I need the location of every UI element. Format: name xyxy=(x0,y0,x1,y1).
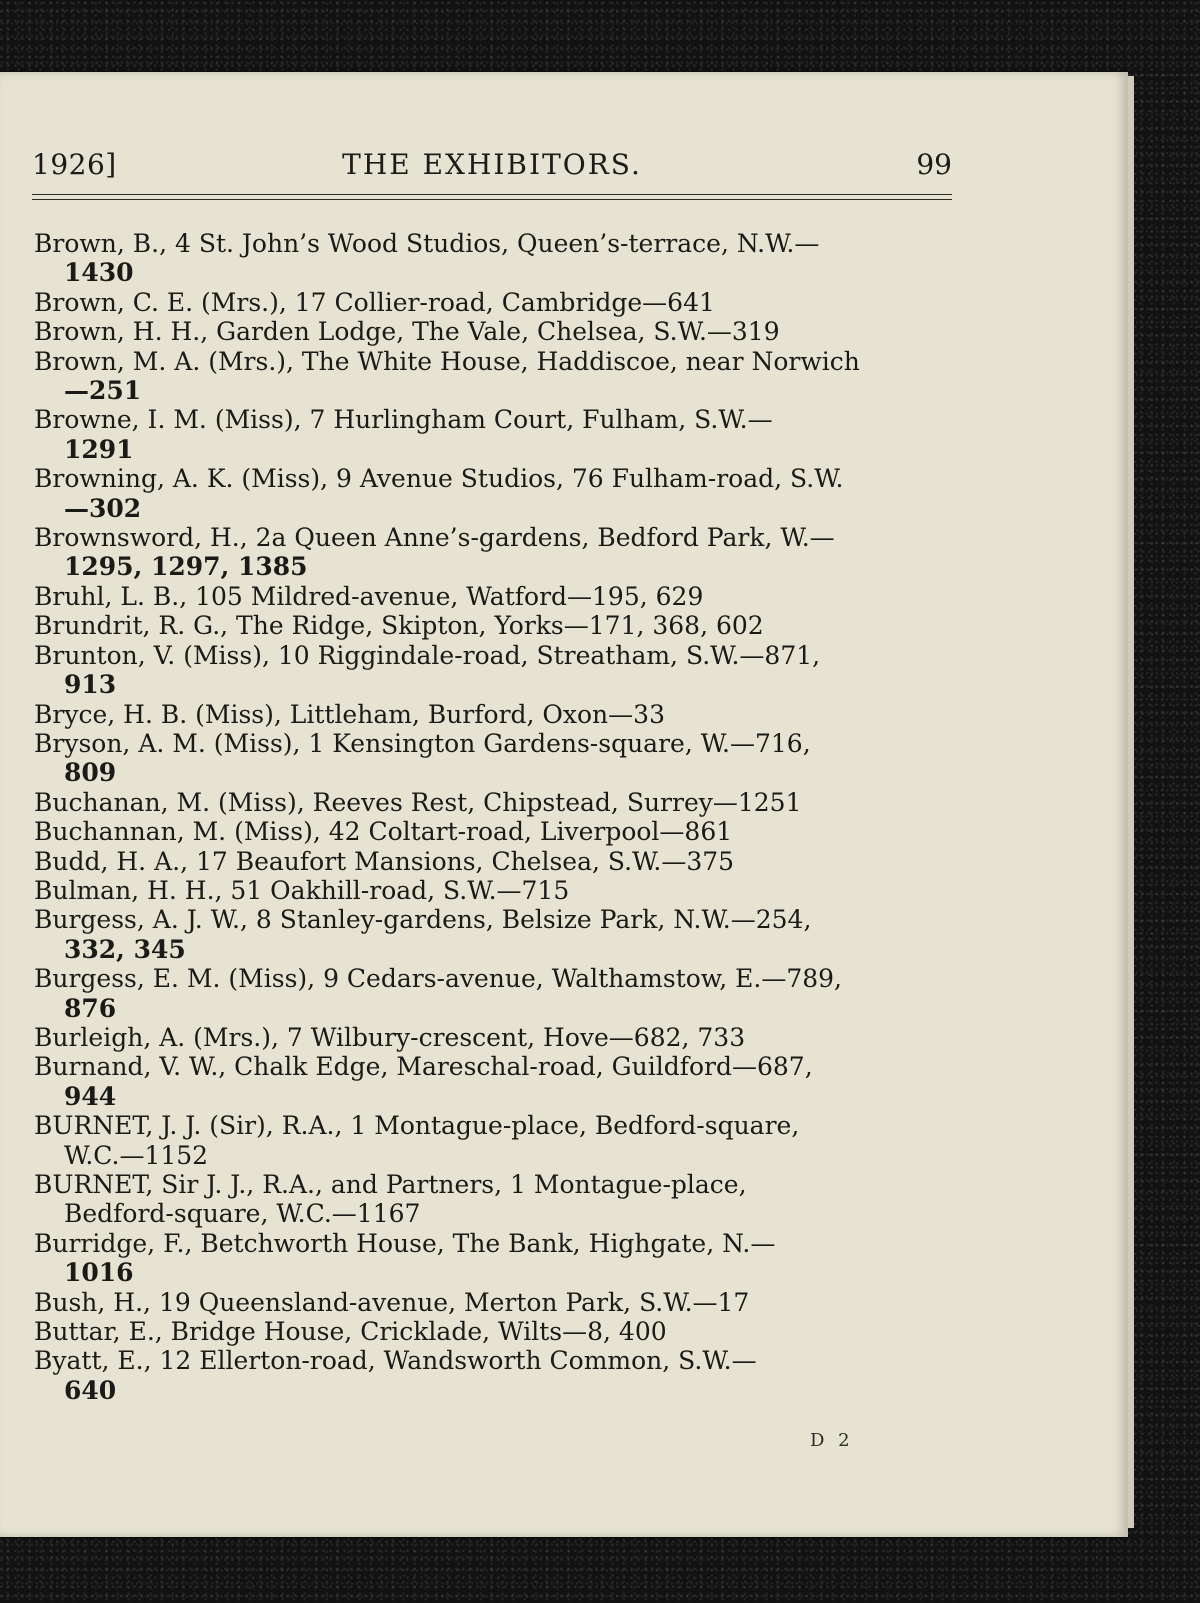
exhibitor-entry xyxy=(34,464,952,523)
exhibitor-entry xyxy=(34,1023,952,1052)
entry-continuation: Bedford-square, W.C.—1167 xyxy=(64,1199,421,1229)
exhibitor-entry xyxy=(34,641,952,700)
exhibitor-entry xyxy=(34,1288,952,1317)
entry-text: Buchannan, M. (Miss), 42 Coltart-road, Liverpool—861 xyxy=(34,817,733,847)
entry-text: Bruhl, L. B., 105 Mildred-avenue, Watford—195, 629 xyxy=(34,581,704,611)
entry-text: Browne, I. M. (Miss), 7 Hurlingham Court, Fulham, S.W.— xyxy=(34,405,773,435)
entry-continuation: 876 xyxy=(64,993,117,1023)
entry-text: Brown, B., 4 St. John’s Wood Studios, Queen’s-terrace, N.W.— xyxy=(34,229,820,258)
entry-text: Brown, M. A. (Mrs.), The White House, Haddiscoe, near Norwich xyxy=(34,346,860,376)
entry-continuation: —302 xyxy=(64,493,142,523)
entry-text: Brownsword, H., 2a Queen Anne’s-gardens, Bedford Park, W.— xyxy=(34,523,835,553)
entry-text: Budd, H. A., 17 Beaufort Mansions, Chelsea, S.W.—375 xyxy=(34,846,735,876)
entry-continuation: 944 xyxy=(64,1081,117,1111)
entry-continuation: 1291 xyxy=(64,434,134,464)
entry-continuation: 809 xyxy=(64,758,117,788)
entry-continuation: 640 xyxy=(64,1375,117,1405)
exhibitor-entry xyxy=(34,700,952,729)
exhibitor-entry xyxy=(34,1346,952,1405)
entry-continuation: 1295, 1297, 1385 xyxy=(64,552,308,582)
entry-text: Burleigh, A. (Mrs.), 7 Wilbury-crescent, Hove—682, 733 xyxy=(34,1022,746,1052)
entry-continuation: 913 xyxy=(64,670,117,700)
exhibitor-entry xyxy=(34,523,952,582)
exhibitor-entry xyxy=(34,582,952,611)
entry-text: Bryce, H. B. (Miss), Littleham, Burford, Oxon—33 xyxy=(34,699,665,729)
page-number: 99 xyxy=(916,148,952,181)
entry-text: Brunton, V. (Miss), 10 Riggindale-road, Streatham, S.W.—871, xyxy=(34,640,821,670)
entry-text: Brown, H. H., Garden Lodge, The Vale, Chelsea, S.W.—319 xyxy=(34,317,780,347)
header-rule-top xyxy=(32,194,952,195)
signature-mark: D 2 xyxy=(810,1430,854,1451)
exhibitor-entry xyxy=(34,1229,952,1288)
entry-text: Burridge, F., Betchworth House, The Bank, Highgate, N.— xyxy=(34,1228,776,1258)
book-page xyxy=(0,72,1128,1537)
exhibitor-entry xyxy=(34,1052,952,1111)
exhibitor-entry xyxy=(34,847,952,876)
entry-text: Brown, C. E. (Mrs.), 17 Collier-road, Cambridge—641 xyxy=(34,287,715,317)
entry-text: Bush, H., 19 Queensland-avenue, Merton Park, S.W.—17 xyxy=(34,1287,750,1317)
entry-continuation: 332, 345 xyxy=(64,934,186,964)
entry-text: Brundrit, R. G., The Ridge, Skipton, Yorks—171, 368, 602 xyxy=(34,611,764,641)
entry-text: Browning, A. K. (Miss), 9 Avenue Studios, 76 Fulham-road, S.W. xyxy=(34,464,844,494)
entry-text: Byatt, E., 12 Ellerton-road, Wandsworth Common, S.W.— xyxy=(34,1346,757,1376)
exhibitor-entry xyxy=(34,317,952,346)
exhibitor-entry xyxy=(34,729,952,788)
exhibitor-entry xyxy=(34,964,952,1023)
entry-continuation: 1016 xyxy=(64,1258,134,1288)
page-edge xyxy=(1128,76,1134,1528)
exhibitor-entry xyxy=(34,405,952,464)
entry-text: Buttar, E., Bridge House, Cricklade, Wilts—8, 400 xyxy=(34,1317,667,1347)
entry-text: BURNET, Sir J. J., R.A., and Partners, 1 Montague-place, xyxy=(34,1170,747,1199)
exhibitor-entry xyxy=(34,1111,952,1170)
entry-continuation: —251 xyxy=(64,376,142,406)
entry-text: Burnand, V. W., Chalk Edge, Mareschal-road, Guildford—687, xyxy=(34,1052,813,1082)
exhibitor-entry xyxy=(34,1317,952,1346)
exhibitor-entry xyxy=(34,347,952,406)
exhibitor-entry xyxy=(34,905,952,964)
exhibitor-entry xyxy=(34,817,952,846)
exhibitor-entry xyxy=(34,788,952,817)
entry-text: Burgess, A. J. W., 8 Stanley-gardens, Belsize Park, N.W.—254, xyxy=(34,905,812,935)
exhibitor-entry xyxy=(34,229,952,288)
header-rule-bottom xyxy=(32,199,952,200)
entry-text: Buchanan, M. (Miss), Reeves Rest, Chipstead, Surrey—1251 xyxy=(34,787,802,817)
exhibitor-entry xyxy=(34,288,952,317)
exhibitor-entry xyxy=(34,876,952,905)
exhibitor-list xyxy=(34,229,952,1405)
header-year: 1926] xyxy=(32,148,117,181)
entry-text: Bulman, H. H., 51 Oakhill-road, S.W.—715 xyxy=(34,875,570,905)
entry-continuation: 1430 xyxy=(64,258,134,288)
header-title: THE EXHIBITORS. xyxy=(342,148,642,181)
entry-text: BURNET, J. J. (Sir), R.A., 1 Montague-place, Bedford-square, xyxy=(34,1111,800,1141)
entry-text: Burgess, E. M. (Miss), 9 Cedars-avenue, Walthamstow, E.—789, xyxy=(34,964,842,994)
entry-continuation: W.C.—1152 xyxy=(64,1140,209,1170)
running-head xyxy=(32,148,952,192)
exhibitor-entry xyxy=(34,1170,952,1229)
exhibitor-entry xyxy=(34,611,952,640)
entry-text: Bryson, A. M. (Miss), 1 Kensington Gardens-square, W.—716, xyxy=(34,728,811,758)
